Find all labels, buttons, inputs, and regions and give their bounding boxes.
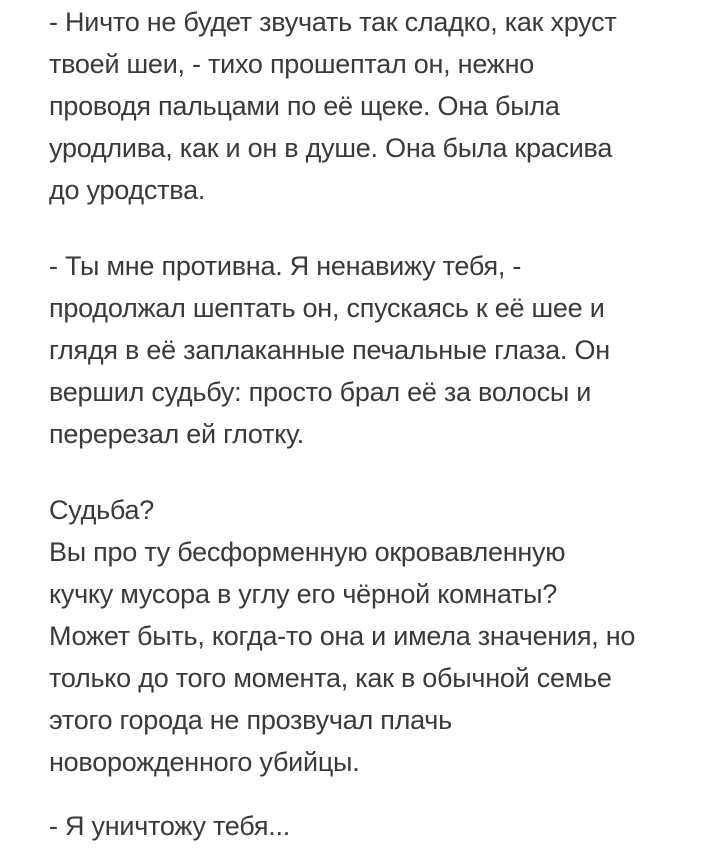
text-line: только до того момента, как в обычной семье — [49, 663, 612, 693]
text-line: проводя пальцами по её щеке. Она была — [49, 91, 560, 121]
text-line: - Ничто не будет звучать так сладко, как хруст — [49, 7, 617, 37]
text-line: Судьба? — [49, 495, 155, 525]
text-line: до уродства. — [49, 175, 206, 205]
text-line: - Я уничтожу тебя... — [49, 811, 290, 841]
text-line: кучку мусора в углу его чёрной комнаты? — [49, 579, 558, 609]
text-line: Может быть, когда-то она и имела значения, но — [49, 621, 636, 651]
text-line: твоей шеи, - тихо прошептал он, нежно — [49, 49, 535, 79]
text-line: новорожденного убийцы. — [49, 747, 360, 777]
text-line: Вы про ту бесформенную окровавленную — [49, 537, 566, 567]
text-line: глядя в её заплаканные печальные глаза. Он — [49, 335, 610, 365]
text-line: уродлива, как и он в душе. Она была красива — [49, 133, 613, 163]
text-line: этого города не прозвучал плачь — [49, 705, 452, 735]
text-line: перерезал ей глотку. — [49, 419, 304, 449]
text-line: вершил судьбу: просто брал её за волосы и — [49, 377, 592, 407]
text-line: продолжал шептать он, спускаясь к её шее и — [49, 293, 605, 323]
text-line: - Ты мне противна. Я ненавижу тебя, - — [49, 251, 522, 281]
